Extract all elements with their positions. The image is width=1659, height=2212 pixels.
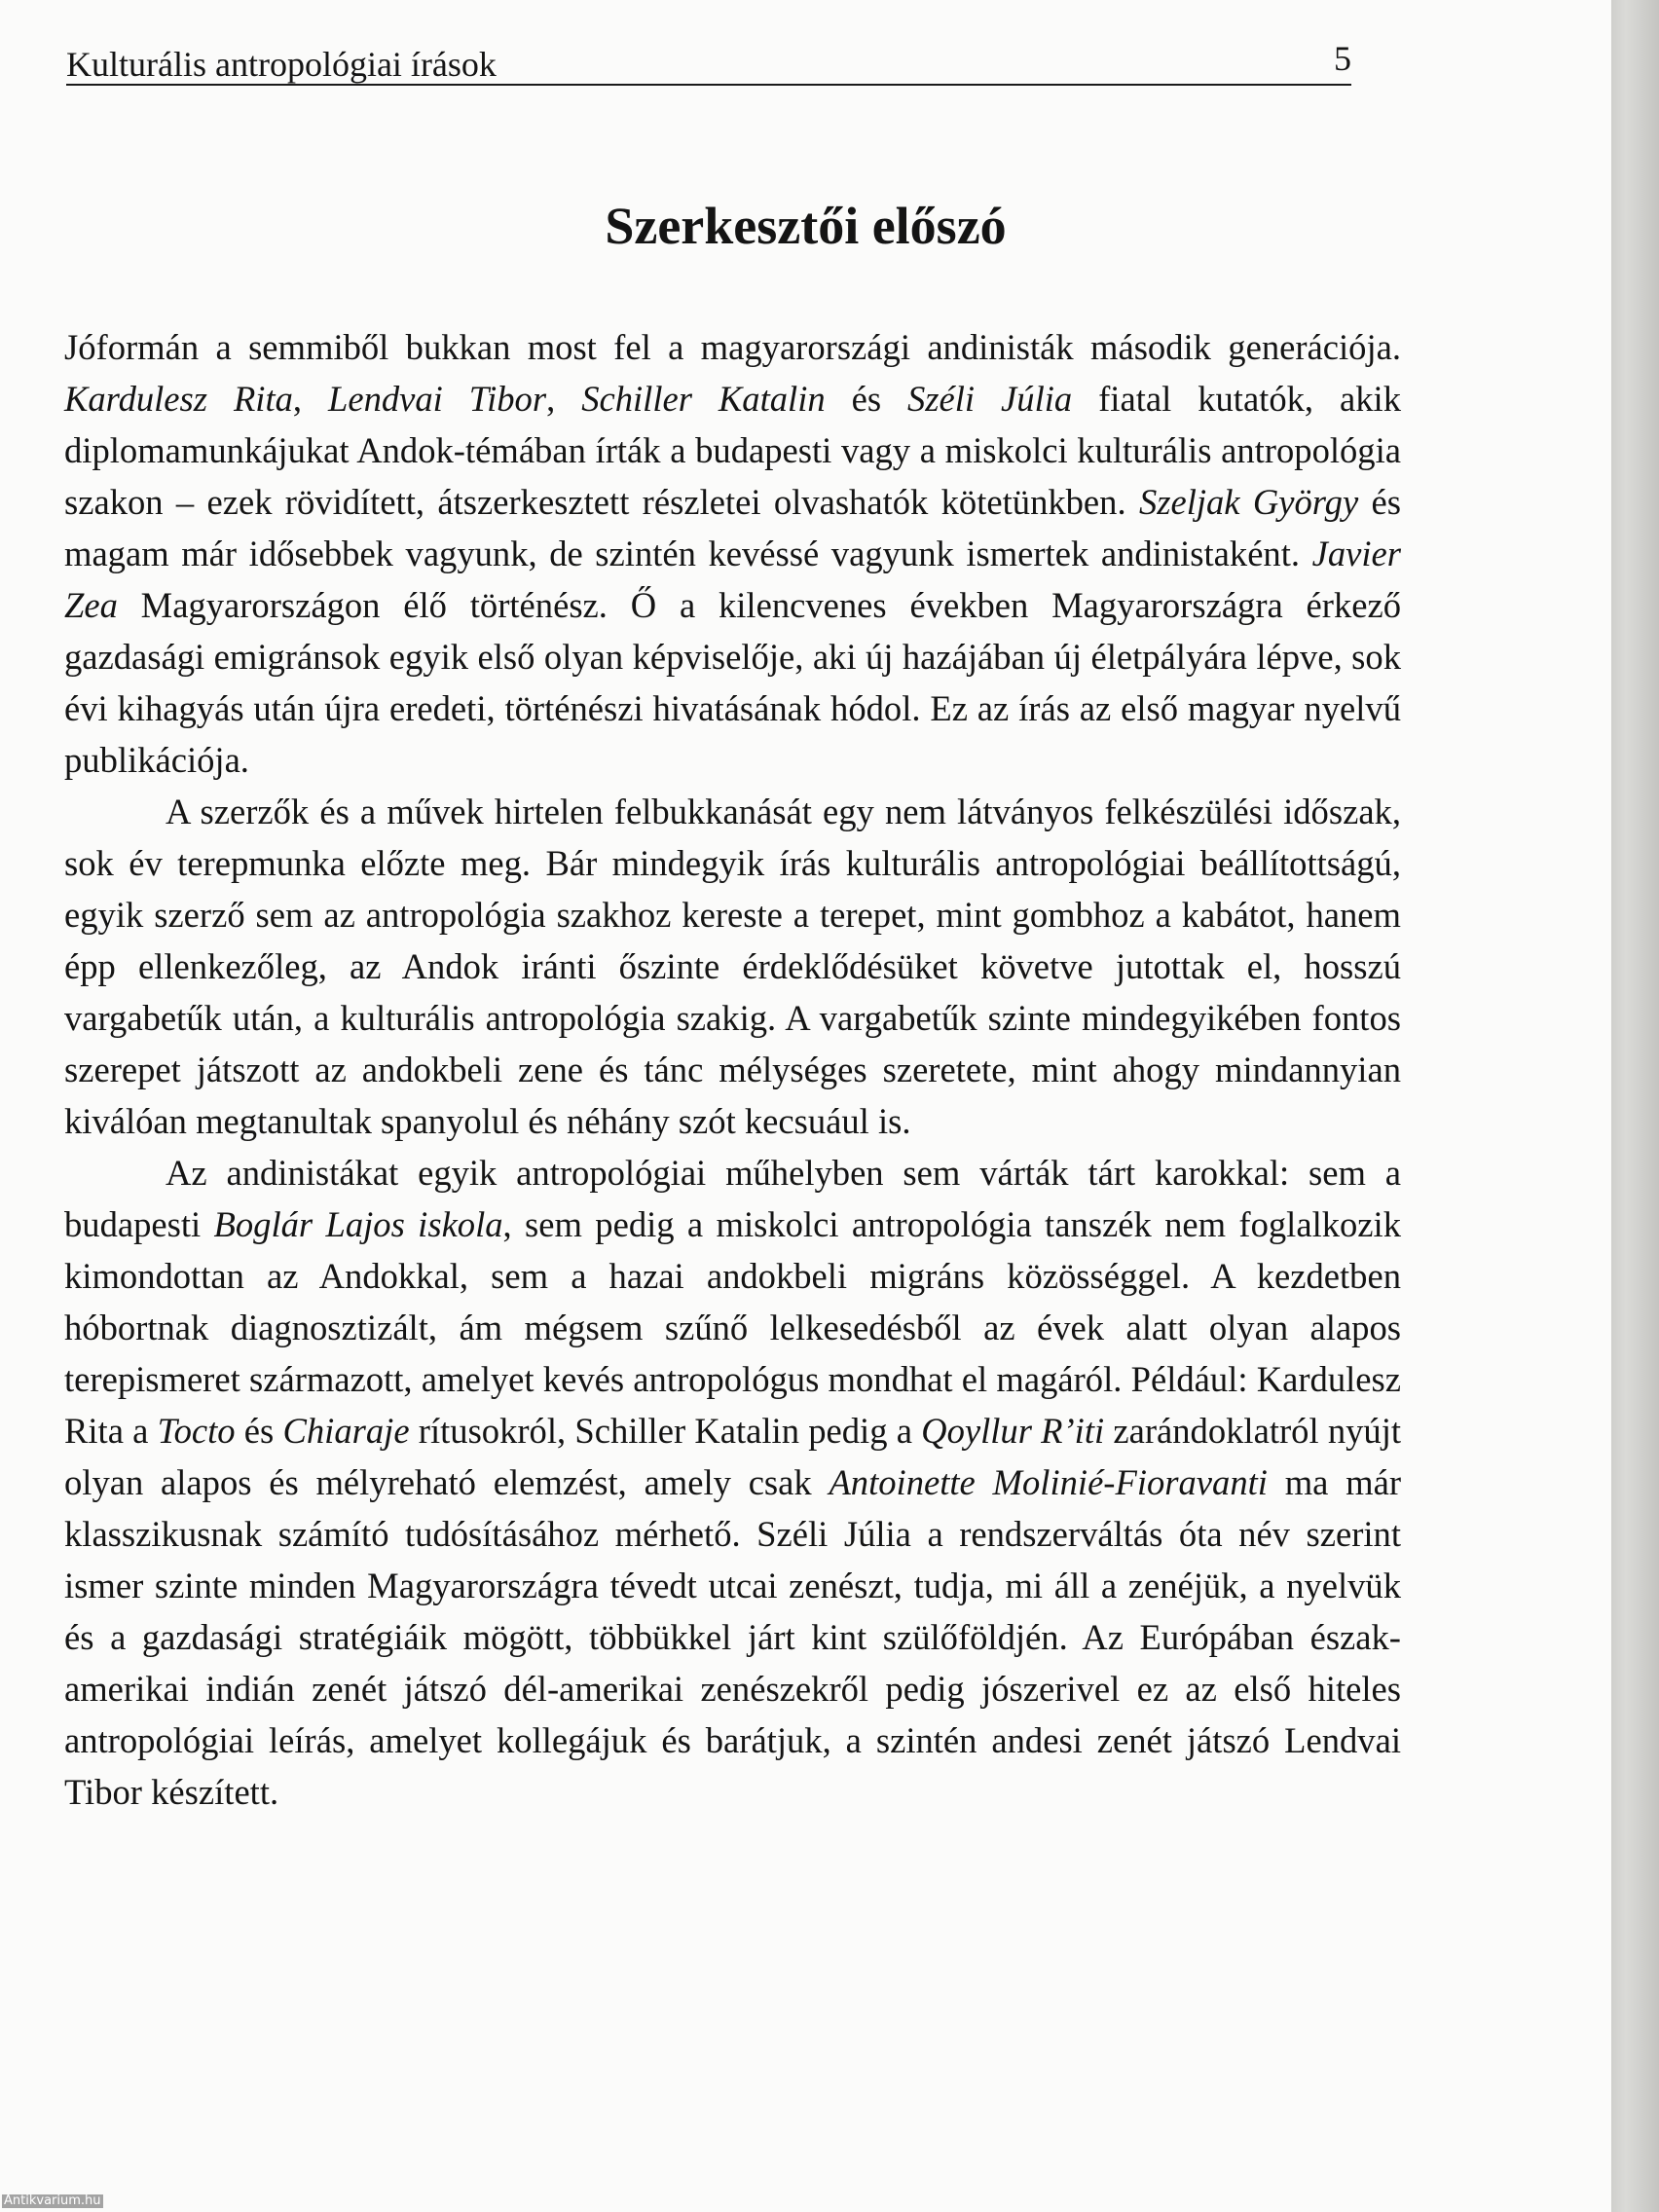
running-title: Kulturális antropológiai írások (66, 45, 497, 84)
text-run: A szerzők és a művek hirtelen felbukkanását egy nem látványos felkészülési időszak, sok év terepmunka előzte meg. Bár mindegyik írás kulturális antropológiai beállítottságú, egyik szerző sem az antropológia szakhoz kereste a terepet, mint gombhoz a kabátot, hanem épp ellenkezőleg, az Andok iránti őszinte érdeklődésüket követve jutottak el, hosszú vargabetűk után, a kulturális antropológia szakig. A vargabetűk szinte mindegyikében fontos szerepet játszott az andokbeli zene és tánc mélységes szeretete, mint ahogy mindannyian kiválóan megtanultak spanyolul és néhány szót kecsuául is. (64, 792, 1401, 1141)
text-run: és (235, 1411, 283, 1451)
italic-run: Schiller Katalin (581, 379, 826, 419)
italic-run: Kardulesz Rita (64, 379, 293, 419)
text-run: zarándoklatról nyújt olyan alapos és mélyreható elemzést, amely csak (64, 1411, 1402, 1502)
text-run: Jóformán a semmiből bukkan most fel a magyarországi andinisták második generációja. (64, 327, 1401, 367)
text-run: Az andinistákat egyik antropológiai műhelyben sem várták tárt karokkal: sem a budapesti (64, 1153, 1401, 1244)
text-run: rítusokról, Schiller Katalin pedig a (409, 1411, 922, 1451)
text-run: , (292, 379, 328, 419)
italic-run: Boglár Lajos iskola (213, 1204, 503, 1244)
paragraph-1 (64, 321, 1401, 786)
italic-run: Javier Zea (64, 534, 1401, 625)
italic-run: Tocto (157, 1411, 236, 1451)
italic-run: Szeljak György (1138, 482, 1359, 522)
body-text (64, 321, 1401, 1818)
adjacent-page-edge (1611, 0, 1659, 2212)
text-run: fiatal kutatók, akik diplomamunkájukat Andok-témában írták a budapesti vagy a miskolci kulturális antropológia szakon – ezek rövidített, átszerkesztett részletei olvashatók kötetünkben. (64, 379, 1401, 522)
page-number: 5 (1334, 39, 1351, 78)
italic-run: Széli Júlia (907, 379, 1073, 419)
running-header (66, 39, 1351, 88)
text-run: és magam már idősebbek vagyunk, de szintén kevéssé vagyunk ismertek andinistaként. (64, 482, 1402, 573)
header-rule (66, 84, 1351, 86)
text-run: és (825, 379, 908, 419)
italic-run: Qoyllur R’iti (921, 1411, 1105, 1451)
italic-run: Antoinette Molinié-Fioravanti (829, 1462, 1268, 1502)
italic-run: Chiaraje (282, 1411, 410, 1451)
chapter-title: Szerkesztői előszó (605, 197, 1007, 255)
text-run: ma már klasszikusnak számító tudósításához mérhető. Széli Júlia a rendszerváltás óta név szerint ismer szinte minden Magyarországra tévedt utcai zenészt, tudja, mi áll a zenéjük, a nyelvük és a gazdasági stratégiáik mögött, többükkel járt kint szülőföldjén. Az Európában észak-amerikai indián zenét játszó dél-amerikai zenészekről pedig jószerivel ez az első hiteles antropológiai leírás, amelyet kollegájuk és barátjuk, a szintén andesi zenét játszó Lendvai Tibor készített. (64, 1462, 1402, 1812)
text-run: , sem pedig a miskolci antropológia tanszék nem foglalkozik kimondottan az Andokkal, sem a hazai andokbeli migráns közösséggel. A kezdetben hóbortnak diagnosztizált, ám mégsem szűnő lelkesedésből az évek alatt olyan alapos terepismeret származott, amelyet kevés antropológus mondhat el magáról. Például: Kardulesz Rita a (64, 1204, 1401, 1451)
paragraph-3 (64, 1147, 1401, 1818)
watermark: Antikvarium.hu (4, 2194, 101, 2208)
text-run: Magyarországon élő történész. Ő a kilencvenes években Magyarországra érkező gazdasági emigránsok egyik első olyan képviselője, aki új hazájában új életpályára lépve, sok évi kihagyás után újra eredeti, történészi hivatásának hódol. Ez az írás az első magyar nyelvű publikációja. (64, 585, 1401, 780)
paragraph-2 (64, 786, 1401, 1147)
italic-run: Lendvai Tibor (328, 379, 547, 419)
text-run: , (546, 379, 582, 419)
